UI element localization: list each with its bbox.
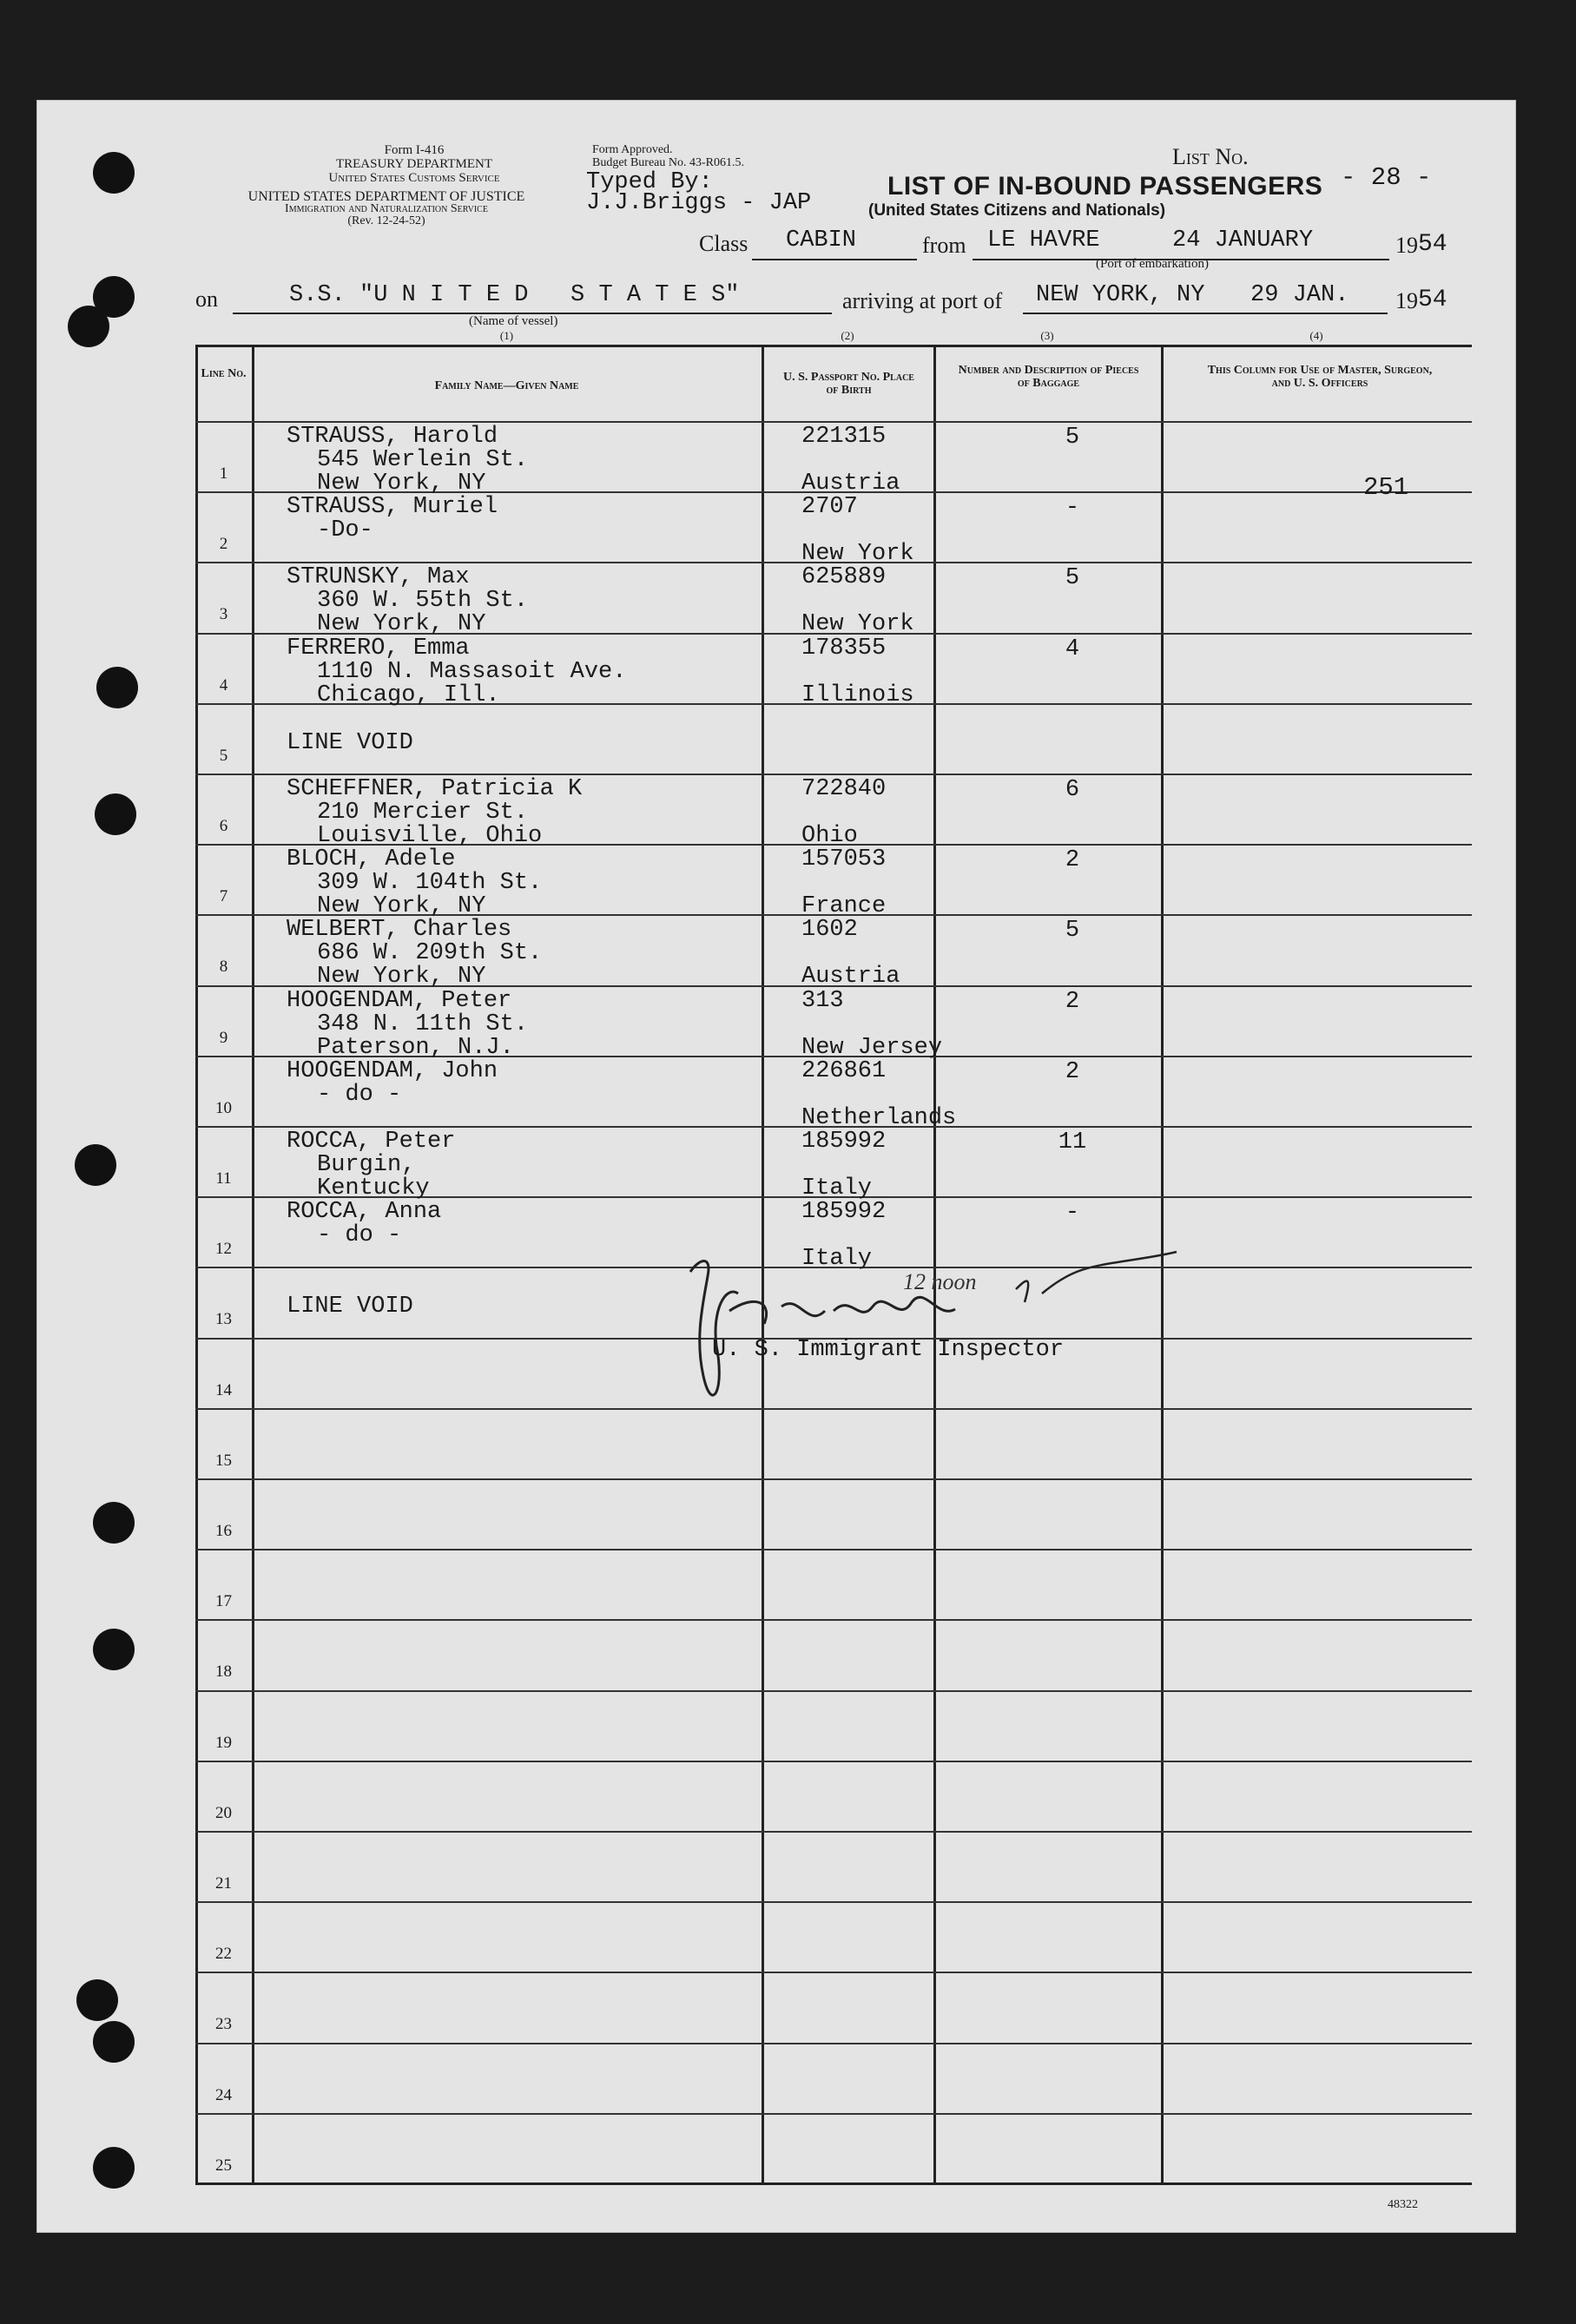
baggage-count: - xyxy=(1065,495,1080,522)
line-number: 15 xyxy=(215,1451,232,1470)
col-num-1: (1) xyxy=(499,329,514,342)
punch-hole xyxy=(93,1629,135,1670)
line-number: 1 xyxy=(219,464,228,483)
place-of-birth: Italy xyxy=(801,1175,873,1202)
officer-note: 251 xyxy=(1363,473,1409,502)
passenger-address: Chicago, Ill. xyxy=(317,681,500,708)
row-divider xyxy=(195,1619,1472,1621)
line-number: 14 xyxy=(215,1380,232,1399)
form-title: LIST OF IN-BOUND PASSENGERS xyxy=(887,172,1323,201)
passenger-address: 1110 N. Massasoit Ave. xyxy=(317,658,627,685)
line-number: 13 xyxy=(215,1310,232,1329)
baggage-count: 2 xyxy=(1065,847,1080,874)
line-number: 4 xyxy=(219,675,228,695)
year-2: 54 xyxy=(1418,286,1447,313)
row-divider xyxy=(195,1831,1472,1833)
passenger-name: SCHEFFNER, Patricia K xyxy=(287,776,583,802)
line-number: 12 xyxy=(215,1240,232,1259)
line-number: 6 xyxy=(219,817,228,835)
header-name: Family Name—Given Name xyxy=(434,379,579,392)
arriving-label: arriving at port of xyxy=(842,288,1003,313)
row-divider xyxy=(195,774,1472,775)
passport-number: 2707 xyxy=(801,494,858,521)
passenger-address: 348 N. 11th St. xyxy=(317,1011,529,1037)
punch-hole xyxy=(93,2147,135,2189)
passenger-name: STRUNSKY, Max xyxy=(287,564,470,591)
passenger-address: -Do- xyxy=(317,517,373,544)
header-baggage: Number and Description of Pieces of Baggage xyxy=(958,364,1139,390)
col-num-3: (3) xyxy=(1040,329,1054,342)
col-num-2: (2) xyxy=(841,329,854,342)
baggage-count: - xyxy=(1065,1200,1080,1227)
place-of-birth: Austria xyxy=(801,964,900,991)
arrival-underline xyxy=(1023,313,1388,314)
passport-number: 178355 xyxy=(801,635,887,662)
passenger-name: HOOGENDAM, Peter xyxy=(287,987,512,1014)
class-label: Class xyxy=(699,231,748,256)
place-of-birth: Illinois xyxy=(801,681,914,708)
table-bottom-border xyxy=(195,2182,1472,2185)
line-number: 11 xyxy=(215,1169,232,1188)
form-approved: Form Approved. xyxy=(592,143,673,156)
line-number: 3 xyxy=(219,605,228,624)
class-underline xyxy=(752,259,917,260)
row-divider xyxy=(195,1478,1472,1480)
typed-by-label: Typed By: xyxy=(586,169,713,195)
passenger-name: FERRERO, Emma xyxy=(287,635,470,662)
baggage-count: 2 xyxy=(1065,988,1080,1015)
baggage-count: 5 xyxy=(1065,918,1080,945)
footer-form-number: 48322 xyxy=(1388,2198,1418,2211)
passenger-address: 360 W. 55th St. xyxy=(317,588,529,615)
passenger-address: Paterson, N.J. xyxy=(317,1034,514,1061)
passenger-address: 210 Mercier St. xyxy=(317,800,529,826)
line-number: 17 xyxy=(215,1592,232,1611)
passenger-name: ROCCA, Anna xyxy=(287,1199,442,1226)
table-top-border xyxy=(195,345,1472,347)
row-divider xyxy=(195,421,1472,423)
passenger-address: - do - xyxy=(317,1081,402,1108)
place-of-birth: Italy xyxy=(801,1246,873,1273)
header-line-no: Line No. xyxy=(201,367,247,380)
passenger-name: STRAUSS, Muriel xyxy=(287,494,498,521)
passport-number: 221315 xyxy=(801,424,887,450)
line-number: 10 xyxy=(215,1098,232,1117)
line-number: 19 xyxy=(215,1733,232,1752)
baggage-count: 5 xyxy=(1065,565,1080,592)
passenger-address: New York, NY xyxy=(317,964,486,991)
passenger-name: BLOCH, Adele xyxy=(287,846,456,873)
line-number: 25 xyxy=(215,2156,232,2175)
baggage-count: 4 xyxy=(1065,635,1080,662)
passenger-address: 309 W. 104th St. xyxy=(317,870,543,897)
col-num-4: (4) xyxy=(1309,329,1323,342)
passenger-name: STRAUSS, Harold xyxy=(287,424,498,450)
passenger-address: New York, NY xyxy=(317,893,486,920)
punch-hole xyxy=(68,306,109,347)
budget-bureau: Budget Bureau No. 43-R061.5. xyxy=(592,156,744,169)
time-note: 12 noon xyxy=(903,1269,977,1294)
passenger-address: Louisville, Ohio xyxy=(317,823,543,849)
row-divider xyxy=(195,1549,1472,1550)
place-of-birth: Netherlands xyxy=(801,1104,957,1131)
port-embark-label: (Port of embarkation) xyxy=(1096,257,1209,271)
header-passport: U. S. Passport No. Place of Birth xyxy=(783,371,914,397)
passenger-name: LINE VOID xyxy=(287,1294,413,1320)
justice-block xyxy=(200,191,573,227)
class-value: CABIN xyxy=(786,227,857,253)
revision-label: (Rev. 12-24-52) xyxy=(347,214,425,227)
line-number: 2 xyxy=(219,535,228,554)
passport-number: 1602 xyxy=(801,917,858,944)
place-of-birth: New Jersey xyxy=(801,1034,943,1061)
passenger-name: WELBERT, Charles xyxy=(287,917,512,944)
year-prefix-2 xyxy=(1395,288,1447,316)
place-of-birth: Ohio xyxy=(801,823,858,849)
passport-number: 157053 xyxy=(801,846,887,873)
passenger-address: 686 W. 209th St. xyxy=(317,940,543,967)
row-divider xyxy=(195,1972,1472,1973)
passport-number: 625889 xyxy=(801,564,887,591)
punch-hole xyxy=(93,2021,135,2063)
punch-hole xyxy=(95,793,136,835)
line-number: 16 xyxy=(215,1522,232,1540)
header-officers: This Column for Use of Master, Surgeon, and U. S. Officers xyxy=(1207,364,1433,390)
passenger-name: LINE VOID xyxy=(287,729,413,756)
passport-number: 722840 xyxy=(801,776,887,802)
col-divider-line-no xyxy=(252,345,254,2185)
punch-hole xyxy=(93,1502,135,1544)
list-no-label: List No. xyxy=(1172,144,1249,169)
treasury-department: TREASURY DEPARTMENT xyxy=(335,157,493,171)
punch-hole xyxy=(75,1144,116,1186)
punch-hole xyxy=(96,667,138,708)
passenger-name: ROCCA, Peter xyxy=(287,1129,456,1155)
year-1: 54 xyxy=(1418,231,1447,258)
passport-number: 313 xyxy=(801,987,844,1014)
passport-number: 185992 xyxy=(801,1129,887,1155)
passenger-address: New York, NY xyxy=(317,471,486,497)
agency-block xyxy=(280,143,549,185)
year-prefix xyxy=(1395,233,1447,260)
row-divider xyxy=(195,2043,1472,2044)
row-divider xyxy=(195,1761,1472,1762)
line-number: 24 xyxy=(215,2085,232,2104)
row-divider xyxy=(195,1901,1472,1903)
vessel-label: (Name of vessel) xyxy=(469,314,558,328)
line-number: 20 xyxy=(215,1803,232,1822)
line-number: 21 xyxy=(215,1874,232,1893)
row-divider xyxy=(195,1690,1472,1692)
place-of-birth: New York xyxy=(801,541,914,568)
typist: J.J.Briggs - JAP xyxy=(586,190,812,216)
line-number: 23 xyxy=(215,2015,232,2034)
arrival-port: NEW YORK, NY xyxy=(1036,282,1205,308)
line-number: 18 xyxy=(215,1662,232,1682)
line-number: 5 xyxy=(219,746,228,765)
justice-department: UNITED STATES DEPARTMENT OF JUSTICE xyxy=(247,189,525,204)
baggage-count: 5 xyxy=(1065,425,1080,451)
baggage-count: 2 xyxy=(1065,1058,1080,1085)
passenger-address: Kentucky xyxy=(317,1175,430,1202)
place-of-birth: Austria xyxy=(801,471,900,497)
line-number: 8 xyxy=(219,958,228,977)
passenger-address: 545 Werlein St. xyxy=(317,447,529,473)
place-of-birth: New York xyxy=(801,611,914,638)
passenger-address: Burgin, xyxy=(317,1152,416,1178)
row-divider xyxy=(195,2113,1472,2115)
baggage-count: 11 xyxy=(1058,1129,1087,1155)
place-of-birth: France xyxy=(801,893,887,920)
punch-hole xyxy=(76,1979,118,2021)
typed-by-block xyxy=(586,169,812,216)
passenger-name: HOOGENDAM, John xyxy=(287,1057,498,1084)
year-prefix-text: 19 xyxy=(1395,233,1418,258)
punch-hole xyxy=(93,152,135,194)
passport-number: 185992 xyxy=(801,1199,887,1226)
approval-block xyxy=(592,143,744,169)
embark-port: LE HAVRE xyxy=(987,227,1100,253)
embark-date: 24 JANUARY xyxy=(1172,227,1314,253)
year-prefix-text-2: 19 xyxy=(1395,288,1418,313)
arrival-date: 29 JAN. xyxy=(1250,282,1349,308)
form-number: Form I-416 xyxy=(384,143,445,157)
line-number: 7 xyxy=(219,887,228,906)
form-subtitle: (United States Citizens and Nationals) xyxy=(868,201,1166,220)
on-label: on xyxy=(195,286,218,312)
ins-label: Immigration and Naturalization Service xyxy=(285,202,488,215)
from-label: from xyxy=(922,233,966,258)
vessel-name: S.S. "U N I T E D S T A T E S" xyxy=(289,282,740,308)
line-number: 22 xyxy=(215,1945,232,1964)
line-number: 9 xyxy=(219,1028,228,1047)
baggage-count: 6 xyxy=(1065,777,1080,803)
passenger-address: - do - xyxy=(317,1222,402,1249)
passenger-address: New York, NY xyxy=(317,611,486,638)
list-number: - 28 - xyxy=(1341,163,1432,192)
inspector-title: U. S. Immigrant Inspector xyxy=(712,1337,1065,1363)
customs-service: United States Customs Service xyxy=(328,171,500,185)
passport-number: 226861 xyxy=(801,1057,887,1084)
